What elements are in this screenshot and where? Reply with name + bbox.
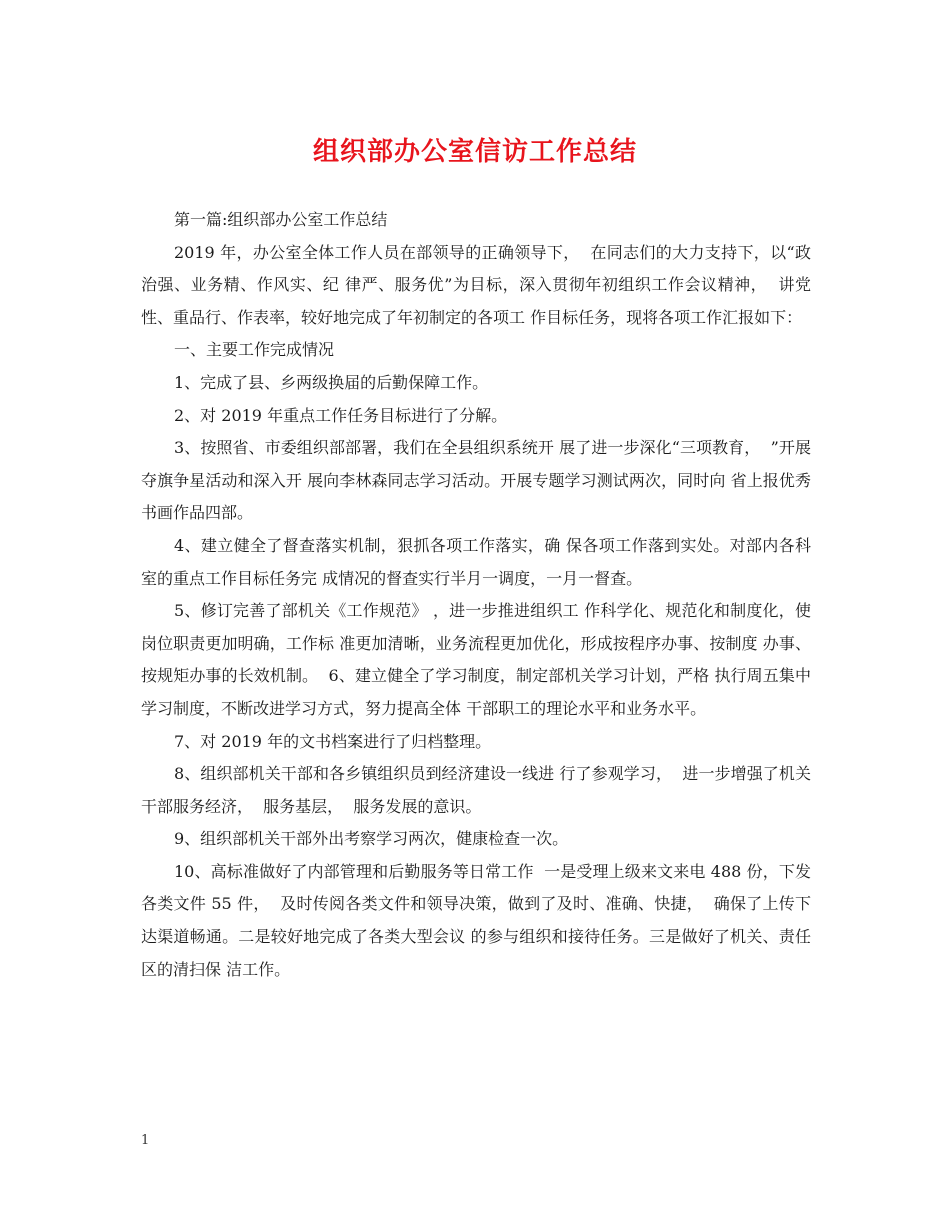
paragraph-intro: 2019 年，办公室全体工作人员在部领导的正确领导下， 在同志们的大力支持下，以“政治强、业务精、作风实、纪 律严、服务优”为目标，深入贯彻年初组织工作会议精神， 讲党性、重品行、作表率，较好地完成了年初制定的各项工 作目标任务，现将各项工作汇报如下： [141,242,811,327]
paragraph-heading-first-article: 第一篇:组织部办公室工作总结 [174,210,388,229]
paragraph-item-8: 8、组织部机关干部和各乡镇组织员到经济建设一线进 行了参观学习， 进一步增强了机关干部服务经济， 服务基层， 服务发展的意识。 [141,764,811,816]
paragraph-item-3: 3、按照省、市委组织部部署，我们在全县组织系统开 展了进一步深化“三项教育， ”开展夺旗争星活动和深入开 展向李林森同志学习活动。开展专题学习测试两次，同时向 省上报优秀书画作品四部。 [141,438,811,523]
paragraph-item-9: 9、组织部机关干部外出考察学习两次，健康检查一次。 [174,829,569,849]
paragraph-item-1: 1、完成了县、乡两级换届的后勤保障工作。 [174,372,489,392]
paragraph-item-7: 7、对 2019 年的文书档案进行了归档整理。 [174,731,492,751]
paragraph-item-10: 10、高标准做好了内部管理和后勤服务等日常工作 一是受理上级来文来电 488 份，下发各类文件 55 件， 及时传阅各类文件和领导决策，做到了及时、准确、快捷， 确保了上传下达渠道畅通。二是较好地完成了各类大型会议 的参与组织和接待任务。三是做好了机关、责任区的清扫保 洁工作。 [141,861,811,979]
paragraph-item-2: 2、对 2019 年重点工作任务目标进行了分解。 [174,405,508,425]
page-number: 1 [141,1133,150,1148]
document-body [141,204,811,986]
paragraph-item-4: 4、建立健全了督查落实机制，狠抓各项工作落实，确 保各项工作落到实处。对部内各科室的重点工作目标任务完 成情况的督查实行半月一调度，一月一督查。 [141,535,811,588]
paragraph-item-5-6: 5、修订完善了部机关《工作规范》 ，进一步推进组织工 作科学化、规范化和制度化，使岗位职责更加明确，工作标 准更加清晰，业务流程更加优化，形成按程序办事、按制度 办事、按规矩办事的长效机制。 6、建立健全了学习制度，制定部机关学习计划，严格 执行周五集中学习制度，不断改进学习方式，努力提高全体 干部职工的理论水平和业务水平。 [141,601,811,718]
paragraph-section-heading: 一、主要工作完成情况 [174,340,335,360]
document-title: 组织部办公室信访工作总结 [312,137,637,167]
